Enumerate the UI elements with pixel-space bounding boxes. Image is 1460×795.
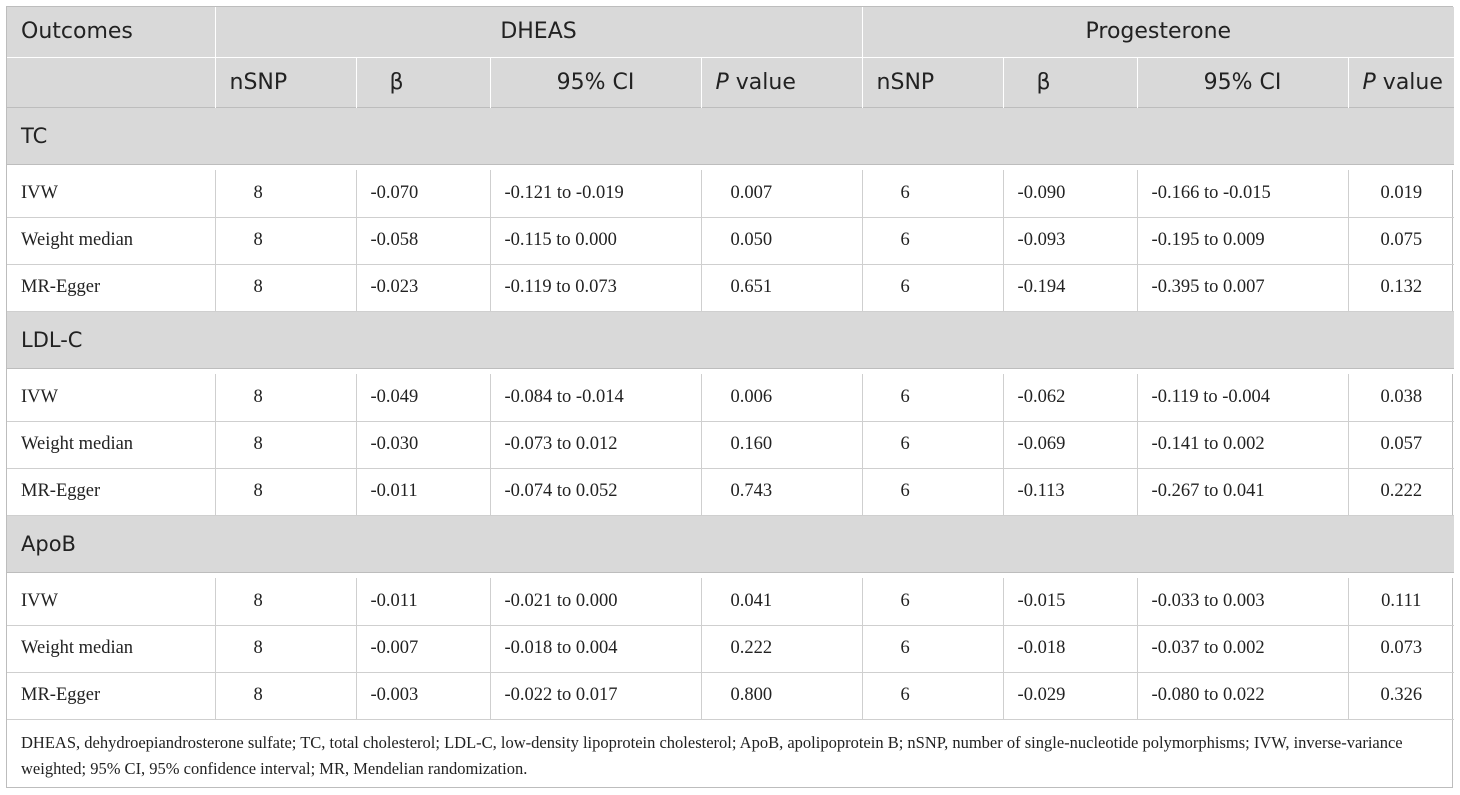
- dheas-nsnp-cell: 8: [215, 468, 356, 515]
- group-row-ldl-c: [7, 311, 1454, 368]
- prog-nsnp-cell: 6: [862, 578, 1003, 625]
- prog-ci-cell: -0.195 to 0.009: [1137, 217, 1348, 264]
- method-cell: IVW: [7, 578, 215, 625]
- prog-beta-cell: -0.194: [1003, 264, 1137, 311]
- prog-ci-cell: -0.037 to 0.002: [1137, 625, 1348, 672]
- group-label: LDL-C: [7, 311, 1454, 368]
- prog-nsnp-cell: 6: [862, 468, 1003, 515]
- dheas-p-cell: 0.222: [701, 625, 862, 672]
- dheas-beta-header: β: [356, 57, 490, 107]
- group-row-apob: [7, 515, 1454, 572]
- dheas-p-cell: 0.006: [701, 374, 862, 421]
- prog-nsnp-header: nSNP: [862, 57, 1003, 107]
- p-rest: value: [1375, 69, 1443, 95]
- table-row: [7, 374, 1454, 421]
- dheas-p-cell: 0.007: [701, 170, 862, 217]
- dheas-ci-cell: -0.121 to -0.019: [490, 170, 701, 217]
- prog-ci-cell: -0.395 to 0.007: [1137, 264, 1348, 311]
- dheas-nsnp-cell: 8: [215, 578, 356, 625]
- dheas-nsnp-cell: 8: [215, 672, 356, 719]
- prog-beta-cell: -0.069: [1003, 421, 1137, 468]
- outcomes-header: Outcomes: [7, 7, 215, 57]
- prog-nsnp-cell: 6: [862, 421, 1003, 468]
- dheas-beta-cell: -0.049: [356, 374, 490, 421]
- dheas-ci-cell: -0.084 to -0.014: [490, 374, 701, 421]
- method-cell: MR-Egger: [7, 468, 215, 515]
- dheas-ci-cell: -0.115 to 0.000: [490, 217, 701, 264]
- method-cell: MR-Egger: [7, 672, 215, 719]
- prog-beta-cell: -0.090: [1003, 170, 1137, 217]
- dheas-ci-header: 95% CI: [490, 57, 701, 107]
- prog-nsnp-cell: 6: [862, 672, 1003, 719]
- table-footnote: DHEAS, dehydroepiandrosterone sulfate; TC, total cholesterol; LDL-C, low-density lipoprotein cholesterol; ApoB, apolipoprotein B; nSNP, number of single-nucleotide polymorphisms; IVW, inverse-variance weighted; 95% CI, 95% confidence interval; MR, Mendelian randomization.: [7, 719, 1454, 783]
- dheas-nsnp-cell: 8: [215, 264, 356, 311]
- p-italic: P: [715, 69, 729, 95]
- dheas-ci-cell: -0.074 to 0.052: [490, 468, 701, 515]
- prog-p-cell: 0.222: [1348, 468, 1454, 515]
- dheas-group-header: DHEAS: [215, 7, 862, 57]
- dheas-beta-cell: -0.023: [356, 264, 490, 311]
- prog-ci-cell: -0.033 to 0.003: [1137, 578, 1348, 625]
- method-cell: Weight median: [7, 217, 215, 264]
- prog-nsnp-cell: 6: [862, 217, 1003, 264]
- dheas-beta-cell: -0.003: [356, 672, 490, 719]
- prog-beta-cell: -0.015: [1003, 578, 1137, 625]
- prog-p-header: [1348, 57, 1454, 107]
- table-row: [7, 264, 1454, 311]
- footnote-row: [7, 719, 1454, 783]
- dheas-beta-cell: -0.011: [356, 468, 490, 515]
- dheas-beta-cell: -0.070: [356, 170, 490, 217]
- table-row: [7, 578, 1454, 625]
- dheas-p-cell: 0.160: [701, 421, 862, 468]
- dheas-p-cell: 0.800: [701, 672, 862, 719]
- prog-p-cell: 0.038: [1348, 374, 1454, 421]
- prog-beta-cell: -0.062: [1003, 374, 1137, 421]
- table-row: [7, 468, 1454, 515]
- table-row: [7, 170, 1454, 217]
- method-cell: Weight median: [7, 625, 215, 672]
- p-italic: P: [1362, 69, 1376, 95]
- group-row-tc: [7, 107, 1454, 164]
- prog-p-cell: 0.132: [1348, 264, 1454, 311]
- prog-p-cell: 0.326: [1348, 672, 1454, 719]
- prog-beta-cell: -0.113: [1003, 468, 1137, 515]
- header-row-columns: [7, 57, 1454, 107]
- progesterone-group-header: Progesterone: [1085, 19, 1232, 45]
- dheas-beta-cell: -0.030: [356, 421, 490, 468]
- blank-header-cell: [7, 57, 215, 107]
- group-label: ApoB: [7, 515, 1454, 572]
- group-label: TC: [7, 107, 1454, 164]
- dheas-nsnp-cell: 8: [215, 217, 356, 264]
- prog-beta-cell: -0.093: [1003, 217, 1137, 264]
- prog-beta-cell: -0.018: [1003, 625, 1137, 672]
- dheas-ci-cell: -0.119 to 0.073: [490, 264, 701, 311]
- prog-p-cell: 0.111: [1348, 578, 1454, 625]
- prog-nsnp-cell: 6: [862, 264, 1003, 311]
- table-row: [7, 672, 1454, 719]
- mr-results-table: [7, 7, 1454, 783]
- prog-beta-header: β: [1003, 57, 1137, 107]
- dheas-nsnp-cell: 8: [215, 625, 356, 672]
- dheas-nsnp-cell: 8: [215, 170, 356, 217]
- prog-ci-cell: -0.267 to 0.041: [1137, 468, 1348, 515]
- dheas-p-cell: 0.743: [701, 468, 862, 515]
- prog-p-cell: 0.073: [1348, 625, 1454, 672]
- prog-ci-header: 95% CI: [1137, 57, 1348, 107]
- dheas-beta-cell: -0.058: [356, 217, 490, 264]
- prog-nsnp-cell: 6: [862, 625, 1003, 672]
- prog-beta-cell: -0.029: [1003, 672, 1137, 719]
- method-cell: IVW: [7, 170, 215, 217]
- prog-p-cell: 0.057: [1348, 421, 1454, 468]
- dheas-p-cell: 0.050: [701, 217, 862, 264]
- prog-p-cell: 0.019: [1348, 170, 1454, 217]
- prog-ci-cell: -0.166 to -0.015: [1137, 170, 1348, 217]
- dheas-nsnp-cell: 8: [215, 421, 356, 468]
- prog-ci-cell: -0.141 to 0.002: [1137, 421, 1348, 468]
- dheas-beta-cell: -0.011: [356, 578, 490, 625]
- prog-ci-cell: -0.119 to -0.004: [1137, 374, 1348, 421]
- prog-nsnp-cell: 6: [862, 374, 1003, 421]
- prog-ci-cell: -0.080 to 0.022: [1137, 672, 1348, 719]
- results-table-container: [6, 6, 1453, 788]
- table-row: [7, 421, 1454, 468]
- dheas-p-header: [701, 57, 862, 107]
- dheas-beta-cell: -0.007: [356, 625, 490, 672]
- dheas-ci-cell: -0.073 to 0.012: [490, 421, 701, 468]
- table-row: [7, 217, 1454, 264]
- header-row-groups: [7, 7, 1454, 57]
- table-row: [7, 625, 1454, 672]
- p-rest: value: [728, 69, 796, 95]
- dheas-ci-cell: -0.018 to 0.004: [490, 625, 701, 672]
- prog-nsnp-cell: 6: [862, 170, 1003, 217]
- method-cell: IVW: [7, 374, 215, 421]
- method-cell: MR-Egger: [7, 264, 215, 311]
- dheas-p-cell: 0.651: [701, 264, 862, 311]
- dheas-nsnp-cell: 8: [215, 374, 356, 421]
- dheas-nsnp-header: nSNP: [215, 57, 356, 107]
- dheas-ci-cell: -0.021 to 0.000: [490, 578, 701, 625]
- prog-p-cell: 0.075: [1348, 217, 1454, 264]
- dheas-ci-cell: -0.022 to 0.017: [490, 672, 701, 719]
- dheas-p-cell: 0.041: [701, 578, 862, 625]
- method-cell: Weight median: [7, 421, 215, 468]
